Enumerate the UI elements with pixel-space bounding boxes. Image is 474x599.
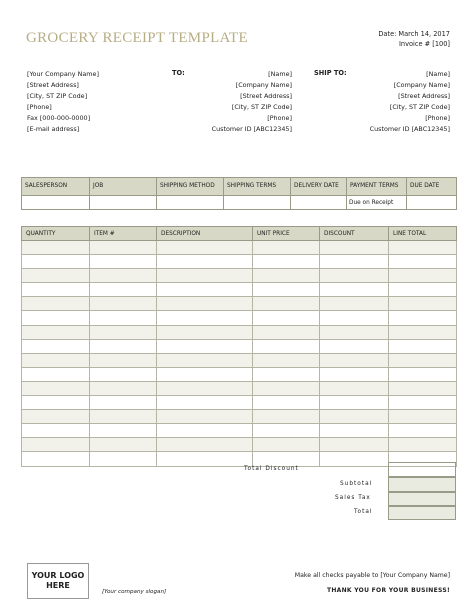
unit-price-cell[interactable]	[253, 410, 320, 424]
table-row	[22, 381, 457, 395]
ship-to-city: [City, ST ZIP Code]	[389, 103, 450, 111]
ship-to-label: SHIP TO:	[314, 69, 347, 77]
quantity-cell[interactable]	[22, 367, 90, 381]
table-row	[22, 297, 457, 311]
description-cell[interactable]	[157, 297, 253, 311]
date-line: Date: March 14, 2017	[378, 30, 450, 38]
discount-cell[interactable]	[320, 396, 389, 410]
quantity-cell[interactable]	[22, 410, 90, 424]
line-total-cell[interactable]	[389, 297, 457, 311]
table-row	[22, 283, 457, 297]
job-cell[interactable]	[90, 196, 157, 210]
item-number-cell[interactable]	[90, 283, 157, 297]
item-number-cell[interactable]	[90, 255, 157, 269]
unit-price-cell[interactable]	[253, 255, 320, 269]
description-cell[interactable]	[157, 396, 253, 410]
item-number-cell[interactable]	[90, 241, 157, 255]
discount-cell[interactable]	[320, 353, 389, 367]
table-row	[22, 424, 457, 438]
company-logo	[27, 563, 89, 599]
quantity-cell[interactable]	[22, 269, 90, 283]
discount-cell[interactable]	[320, 438, 389, 452]
quantity-cell[interactable]	[22, 396, 90, 410]
unit-price-cell[interactable]	[253, 297, 320, 311]
discount-cell[interactable]	[320, 311, 389, 325]
description-cell[interactable]	[157, 381, 253, 395]
item-number-cell[interactable]	[90, 325, 157, 339]
ship-to-phone: [Phone]	[425, 114, 450, 122]
to-phone: [Phone]	[267, 114, 292, 122]
table-row	[22, 325, 457, 339]
line-total-cell[interactable]	[389, 283, 457, 297]
table-row	[22, 396, 457, 410]
discount-cell[interactable]	[320, 367, 389, 381]
item-number-cell[interactable]	[90, 410, 157, 424]
quantity-cell[interactable]	[22, 297, 90, 311]
unit-price-cell[interactable]	[253, 311, 320, 325]
item-number-cell[interactable]	[90, 353, 157, 367]
line-total-cell[interactable]	[389, 353, 457, 367]
due-date-cell[interactable]	[407, 196, 457, 210]
line-total-cell[interactable]	[389, 424, 457, 438]
shipping-terms-cell[interactable]	[224, 196, 291, 210]
description-cell[interactable]	[157, 269, 253, 283]
discount-cell[interactable]	[320, 325, 389, 339]
from-fax: Fax [000-000-0000]	[27, 114, 91, 122]
line-total-cell[interactable]	[389, 241, 457, 255]
unit-price-cell[interactable]	[253, 283, 320, 297]
description-cell[interactable]	[157, 339, 253, 353]
header-description: DESCRIPTION	[157, 227, 253, 241]
thank-you-note: THANK YOU FOR YOUR BUSINESS!	[326, 587, 450, 594]
header-delivery-date: DELIVERY DATE	[291, 178, 347, 196]
table-row	[22, 269, 457, 283]
description-cell[interactable]	[157, 353, 253, 367]
quantity-cell[interactable]	[22, 452, 90, 466]
line-total-cell[interactable]	[389, 396, 457, 410]
to-company: [Company Name]	[235, 81, 292, 89]
header-salesperson: SALESPERSON	[22, 178, 90, 196]
ship-to-address	[340, 69, 450, 135]
table-row	[22, 438, 457, 452]
quantity-cell[interactable]	[22, 325, 90, 339]
item-number-cell[interactable]	[90, 367, 157, 381]
from-company: [Your Company Name]	[27, 70, 99, 78]
from-city: [City, ST ZIP Code]	[27, 92, 88, 100]
sales-tax-field[interactable]	[388, 492, 456, 506]
header-item-number: ITEM #	[90, 227, 157, 241]
description-cell[interactable]	[157, 452, 253, 466]
line-total-cell[interactable]	[389, 410, 457, 424]
invoice-meta	[378, 29, 450, 49]
discount-cell[interactable]	[320, 241, 389, 255]
line-total-cell[interactable]	[389, 367, 457, 381]
ship-to-customer-id: Customer ID [ABC12345]	[369, 125, 450, 133]
table-row	[22, 367, 457, 381]
unit-price-cell[interactable]	[253, 381, 320, 395]
line-total-cell[interactable]	[389, 339, 457, 353]
quantity-cell[interactable]	[22, 424, 90, 438]
salesperson-cell[interactable]	[22, 196, 90, 210]
unit-price-cell[interactable]	[253, 325, 320, 339]
item-number-cell[interactable]	[90, 452, 157, 466]
description-cell[interactable]	[157, 438, 253, 452]
discount-cell[interactable]	[320, 269, 389, 283]
description-cell[interactable]	[157, 367, 253, 381]
item-number-cell[interactable]	[90, 311, 157, 325]
delivery-date-cell[interactable]	[291, 196, 347, 210]
invoice-number: Invoice # [100]	[398, 40, 450, 48]
quantity-cell[interactable]	[22, 353, 90, 367]
shipping-method-cell[interactable]	[157, 196, 224, 210]
line-items-body	[22, 241, 457, 467]
ship-to-name: [Name]	[426, 70, 450, 78]
header-line-total: LINE TOTAL	[389, 227, 457, 241]
unit-price-cell[interactable]	[253, 339, 320, 353]
ship-to-street: [Street Address]	[398, 92, 450, 100]
header-shipping-terms: SHIPPING TERMS	[224, 178, 291, 196]
quantity-cell[interactable]	[22, 339, 90, 353]
header-quantity: QUANTITY	[22, 227, 90, 241]
discount-cell[interactable]	[320, 297, 389, 311]
order-info-table	[21, 177, 457, 210]
total-field[interactable]	[388, 506, 456, 520]
subtotal-field[interactable]	[388, 477, 456, 492]
sales-tax-label: Sales Tax	[335, 495, 371, 501]
line-total-cell[interactable]	[389, 255, 457, 269]
line-total-cell[interactable]	[389, 269, 457, 283]
unit-price-cell[interactable]	[253, 353, 320, 367]
total-label: Total	[354, 509, 373, 515]
line-total-cell[interactable]	[389, 311, 457, 325]
from-street: [Street Address]	[27, 81, 79, 89]
item-number-cell[interactable]	[90, 269, 157, 283]
logo-line-1: YOUR LOGO	[31, 571, 85, 580]
item-number-cell[interactable]	[90, 297, 157, 311]
table-row	[22, 410, 457, 424]
quantity-cell[interactable]	[22, 241, 90, 255]
line-total-cell[interactable]	[389, 381, 457, 395]
quantity-cell[interactable]	[22, 255, 90, 269]
header-payment-terms: PAYMENT TERMS	[347, 178, 407, 196]
header-due-date: DUE DATE	[407, 178, 457, 196]
discount-cell[interactable]	[320, 339, 389, 353]
subtotal-label: Subtotal	[340, 481, 373, 487]
discount-cell[interactable]	[320, 283, 389, 297]
to-name: [Name]	[268, 70, 292, 78]
quantity-cell[interactable]	[22, 438, 90, 452]
table-row	[22, 241, 457, 255]
discount-cell[interactable]	[320, 381, 389, 395]
page-title: GROCERY RECEIPT TEMPLATE	[26, 30, 248, 46]
item-number-cell[interactable]	[90, 424, 157, 438]
description-cell[interactable]	[157, 325, 253, 339]
logo-line-2: HERE	[46, 581, 70, 590]
line-items-table	[21, 226, 457, 467]
total-discount-label: Total Discount	[244, 466, 299, 472]
line-total-cell[interactable]	[389, 325, 457, 339]
description-cell[interactable]	[157, 255, 253, 269]
table-row	[22, 339, 457, 353]
header-shipping-method: SHIPPING METHOD	[157, 178, 224, 196]
table-row	[22, 353, 457, 367]
to-city: [City, ST ZIP Code]	[231, 103, 292, 111]
to-street: [Street Address]	[240, 92, 292, 100]
discount-cell[interactable]	[320, 452, 389, 466]
unit-price-cell[interactable]	[253, 269, 320, 283]
from-phone: [Phone]	[27, 103, 52, 111]
to-customer-id: Customer ID [ABC12345]	[211, 125, 292, 133]
table-row	[22, 255, 457, 269]
unit-price-cell[interactable]	[253, 241, 320, 255]
to-label: TO:	[172, 69, 185, 77]
line-total-cell[interactable]	[389, 438, 457, 452]
to-address	[190, 69, 292, 135]
company-slogan: [Your company slogan]	[102, 589, 167, 595]
quantity-cell[interactable]	[22, 381, 90, 395]
total-discount-field[interactable]	[388, 462, 456, 477]
header-job: JOB	[90, 178, 157, 196]
item-number-cell[interactable]	[90, 438, 157, 452]
description-cell[interactable]	[157, 283, 253, 297]
discount-cell[interactable]	[320, 410, 389, 424]
header-discount: DISCOUNT	[320, 227, 389, 241]
from-email: [E-mail address]	[27, 125, 80, 133]
unit-price-cell[interactable]	[253, 367, 320, 381]
ship-to-company: [Company Name]	[393, 81, 450, 89]
discount-cell[interactable]	[320, 424, 389, 438]
checks-payable-note: Make all checks payable to [Your Company Name]	[294, 572, 450, 579]
header-unit-price: UNIT PRICE	[253, 227, 320, 241]
quantity-cell[interactable]	[22, 283, 90, 297]
description-cell[interactable]	[157, 311, 253, 325]
description-cell[interactable]	[157, 410, 253, 424]
item-number-cell[interactable]	[90, 339, 157, 353]
table-row	[22, 311, 457, 325]
from-address	[27, 69, 99, 135]
item-number-cell[interactable]	[90, 381, 157, 395]
item-number-cell[interactable]	[90, 396, 157, 410]
unit-price-cell[interactable]	[253, 424, 320, 438]
description-cell[interactable]	[157, 241, 253, 255]
unit-price-cell[interactable]	[253, 438, 320, 452]
unit-price-cell[interactable]	[253, 452, 320, 466]
unit-price-cell[interactable]	[253, 396, 320, 410]
payment-terms-cell[interactable]: Due on Receipt	[347, 196, 407, 210]
description-cell[interactable]	[157, 424, 253, 438]
quantity-cell[interactable]	[22, 311, 90, 325]
discount-cell[interactable]	[320, 255, 389, 269]
